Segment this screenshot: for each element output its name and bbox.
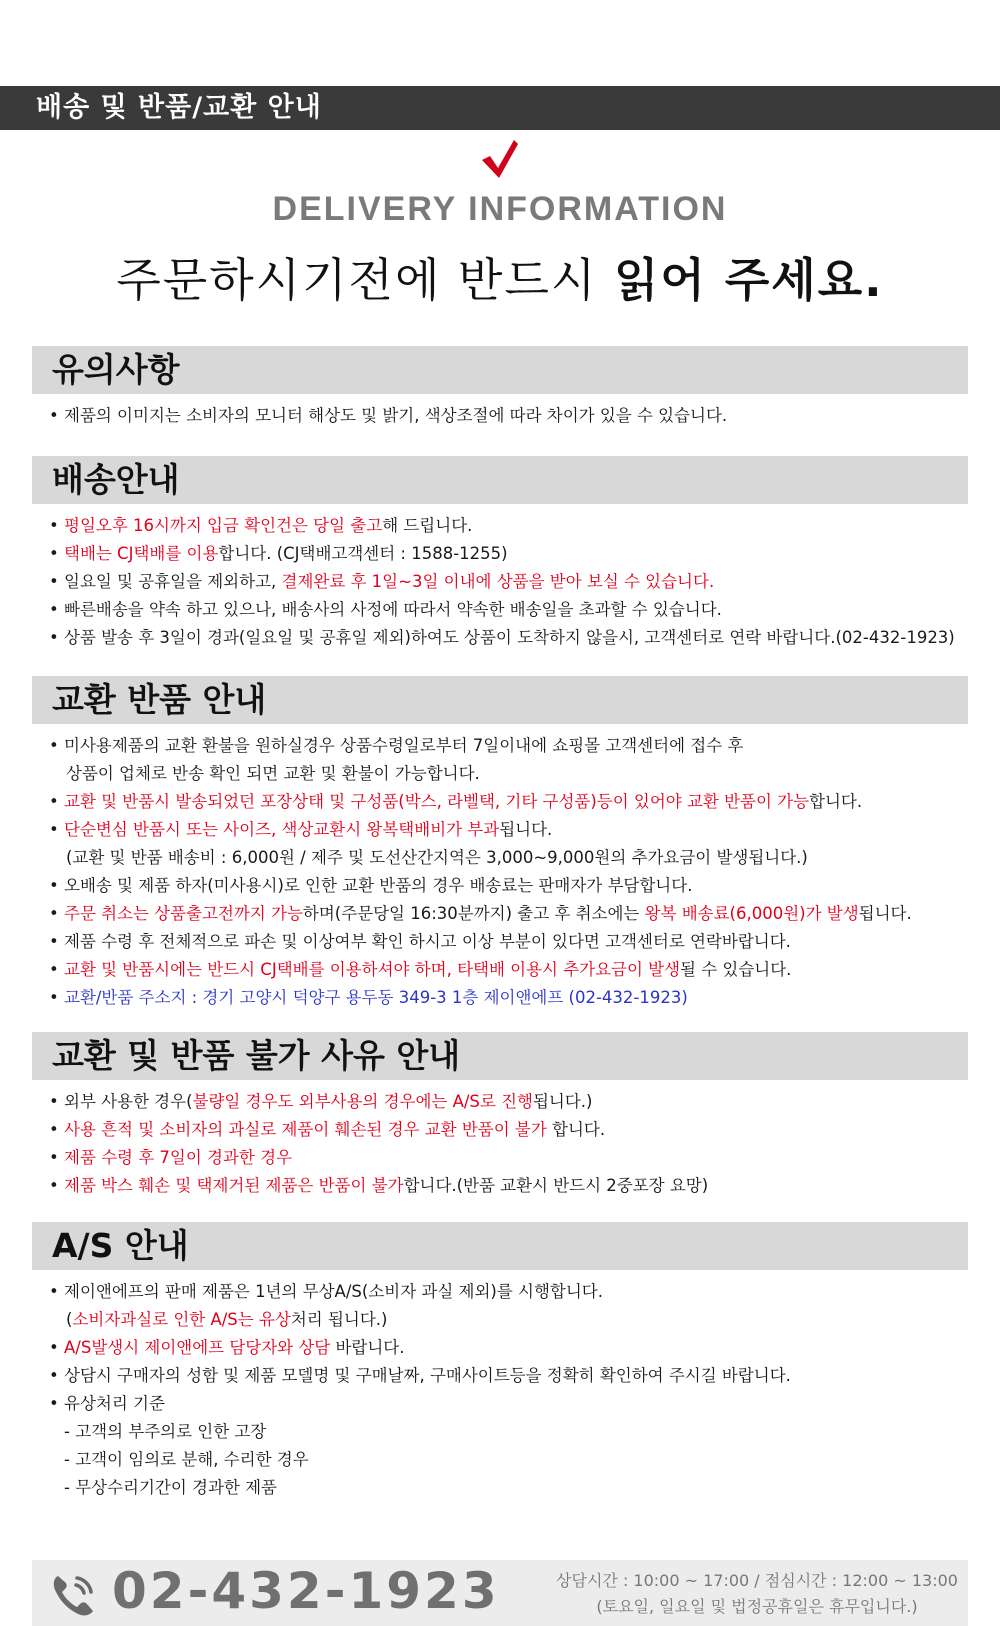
item-text: 상품 발송 후 3일이 경과(일요일 및 공휴일 제외)하여도 상품이 도착하지 않을시, 고객센터로 연락 바랍니다.(02-432-1923): [64, 628, 955, 647]
item-text: 빠른배송을 약속 하고 있으나, 배송사의 사정에 따라서 약속한 배송일을 초과할 수 있습니다.: [64, 600, 722, 619]
phone-icon: [50, 1572, 98, 1618]
item-text: 합니다.(반품 교환시 반드시 2중포장 요망): [403, 1176, 709, 1195]
contact-footer: [32, 1560, 968, 1626]
list-item: [32, 1334, 968, 1362]
list-item: [32, 512, 968, 540]
item-text: 됩니다.: [499, 820, 553, 839]
list-item: [32, 1474, 968, 1502]
item-text: 택배는 CJ택배를 이용: [64, 544, 219, 563]
item-text: 제품의 이미지는 소비자의 모니터 해상도 및 밝기, 색상조절에 따라 차이가 있을 수 있습니다.: [64, 406, 728, 425]
item-text: (교환 및 반품 배송비 : 6,000원 / 제주 및 도선산간지역은 3,000~9,000원의 추가요금이 발생됩니다.): [66, 848, 808, 867]
list-item: [32, 760, 968, 788]
item-text: 미사용제품의 교환 환불을 원하실경우 상품수령일로부터 7일이내에 쇼핑몰 고객센터에 접수 후: [64, 736, 744, 755]
item-text: 될 수 있습니다.: [680, 960, 792, 979]
exchange-return-section: [32, 676, 968, 1012]
item-text: 바랍니다.: [330, 1338, 405, 1357]
delivery-information-title: DELIVERY INFORMATION: [272, 190, 728, 228]
list-item: [32, 732, 968, 760]
consult-hours: 상담시간 : 10:00 ~ 17:00 / 점심시간 : 12:00 ~ 13:00 (토요일, 일요일 및 법정공휴일은 휴무입니다.): [556, 1571, 958, 1616]
list-item: [32, 596, 968, 624]
no-return-section: [32, 1032, 968, 1200]
item-text: A/S발생시 제이앤에프 담당자와 상담: [64, 1338, 331, 1357]
item-text: 됩니다.: [858, 904, 912, 923]
list-item: [32, 1446, 968, 1474]
list-item: [32, 1362, 968, 1390]
item-text: 해 드립니다.: [382, 516, 473, 535]
item-text: 결제완료 후 1일~3일 이내에 상품을 받아 보실 수 있습니다.: [281, 572, 715, 591]
item-text: 상품이 업체로 반송 확인 되면 교환 및 환불이 가능합니다.: [66, 764, 480, 783]
item-text: 제품 수령 후 7일이 경과한 경우: [64, 1148, 292, 1167]
item-text: 소비자과실로 인한 A/S는 유상: [72, 1310, 291, 1329]
item-text: 외부 사용한 경우(: [64, 1092, 193, 1111]
item-text: 평일오후 16시까지 입금 확인건은 당일 출고: [64, 516, 383, 535]
list-item: [32, 540, 968, 568]
item-text: 주문 취소는 상품출고전까지 가능: [64, 904, 303, 923]
phone-number[interactable]: 02-432-1923: [112, 1562, 500, 1620]
list-item: [32, 872, 968, 900]
item-text: 처리 됩니다.): [290, 1310, 388, 1329]
item-text: - 무상수리기간이 경과한 제품: [64, 1478, 277, 1497]
delivery-section: [32, 456, 968, 652]
list-item: [32, 1088, 968, 1116]
section-title: 유의사항: [32, 346, 968, 394]
item-text: - 고객의 부주의로 인한 고장: [64, 1422, 267, 1441]
list-item: [32, 1172, 968, 1200]
item-text: 일요일 및 공휴일을 제외하고,: [64, 572, 282, 591]
list-item: [32, 928, 968, 956]
section-title: 배송안내: [32, 456, 968, 504]
item-text: 단순변심 반품시 또는 사이즈, 색상교환시 왕복택배비가 부과: [64, 820, 500, 839]
item-text: 제이앤에프의 판매 제품은 1년의 무상A/S(소비자 과실 제외)를 시행합니다.: [64, 1282, 603, 1301]
item-text: 사용 흔적 및 소비자의 과실로 제품이 훼손된 경우 교환 반품이 불가: [64, 1120, 547, 1139]
item-text: 제품 수령 후 전체적으로 파손 및 이상여부 확인 하시고 이상 부분이 있다면 고객센터로 연락바랍니다.: [64, 932, 791, 951]
section-title: 교환 반품 안내: [32, 676, 968, 724]
read-before-order-title: 주문하시기전에 반드시 읽어 주세요.: [116, 253, 884, 307]
list-item: [32, 1418, 968, 1446]
list-item: [32, 844, 968, 872]
list-item: [32, 1390, 968, 1418]
item-text: 유상처리 기준: [64, 1394, 165, 1413]
list-item: [32, 816, 968, 844]
section-title: A/S 안내: [32, 1222, 968, 1270]
list-item: [32, 788, 968, 816]
item-text: 합니다.: [546, 1120, 606, 1139]
item-text: 합니다.: [809, 792, 863, 811]
item-text: (: [66, 1310, 73, 1329]
list-item: [32, 402, 968, 430]
list-item: [32, 1306, 968, 1334]
section-title: 교환 및 반품 불가 사유 안내: [32, 1032, 968, 1080]
list-item: [32, 1278, 968, 1306]
item-text: 오배송 및 제품 하자(미사용시)로 인한 교환 반품의 경우 배송료는 판매자가 부담합니다.: [64, 876, 693, 895]
item-text: 합니다. (CJ택배고객센터 : 1588-1255): [218, 544, 508, 563]
item-text: 됩니다.): [532, 1092, 593, 1111]
item-text: 교환 및 반품시에는 반드시 CJ택배를 이용하셔야 하며, 타택배 이용시 추가요금이 발생: [64, 960, 681, 979]
item-text: 불량일 경우도 외부사용의 경우에는 A/S로 진행: [192, 1092, 533, 1111]
list-item: [32, 984, 968, 1012]
item-text: 교환 및 반품시 발송되었던 포장상태 및 구성품(박스, 라벨택, 기타 구성품)등이 있어야 교환 반품이 가능: [64, 792, 810, 811]
item-text: 교환/반품 주소지 : 경기 고양시 덕양구 용두동 349-3 1층 제이앤에프 (02-432-1923): [64, 988, 688, 1007]
check-mark-icon: [480, 138, 520, 180]
item-text: 하며(주문당일 16:30분까지) 출고 후 취소에는: [302, 904, 645, 923]
list-item: [32, 624, 968, 652]
list-item: [32, 1144, 968, 1172]
item-text: - 고객이 임의로 분해, 수리한 경우: [64, 1450, 309, 1469]
list-item: [32, 568, 968, 596]
item-text: 상담시 구매자의 성함 및 제품 모델명 및 구매날짜, 구매사이트등을 정확히 확인하여 주시길 바랍니다.: [64, 1366, 791, 1385]
item-text: 제품 박스 훼손 및 택제거된 제품은 반품이 불가: [64, 1176, 404, 1195]
list-item: [32, 900, 968, 928]
notice-section: [32, 346, 968, 430]
page-banner-title: 배송 및 반품/교환 안내: [0, 86, 1000, 130]
list-item: [32, 956, 968, 984]
list-item: [32, 1116, 968, 1144]
as-section: [32, 1222, 968, 1502]
item-text: 왕복 배송료(6,000원)가 발생: [644, 904, 859, 923]
